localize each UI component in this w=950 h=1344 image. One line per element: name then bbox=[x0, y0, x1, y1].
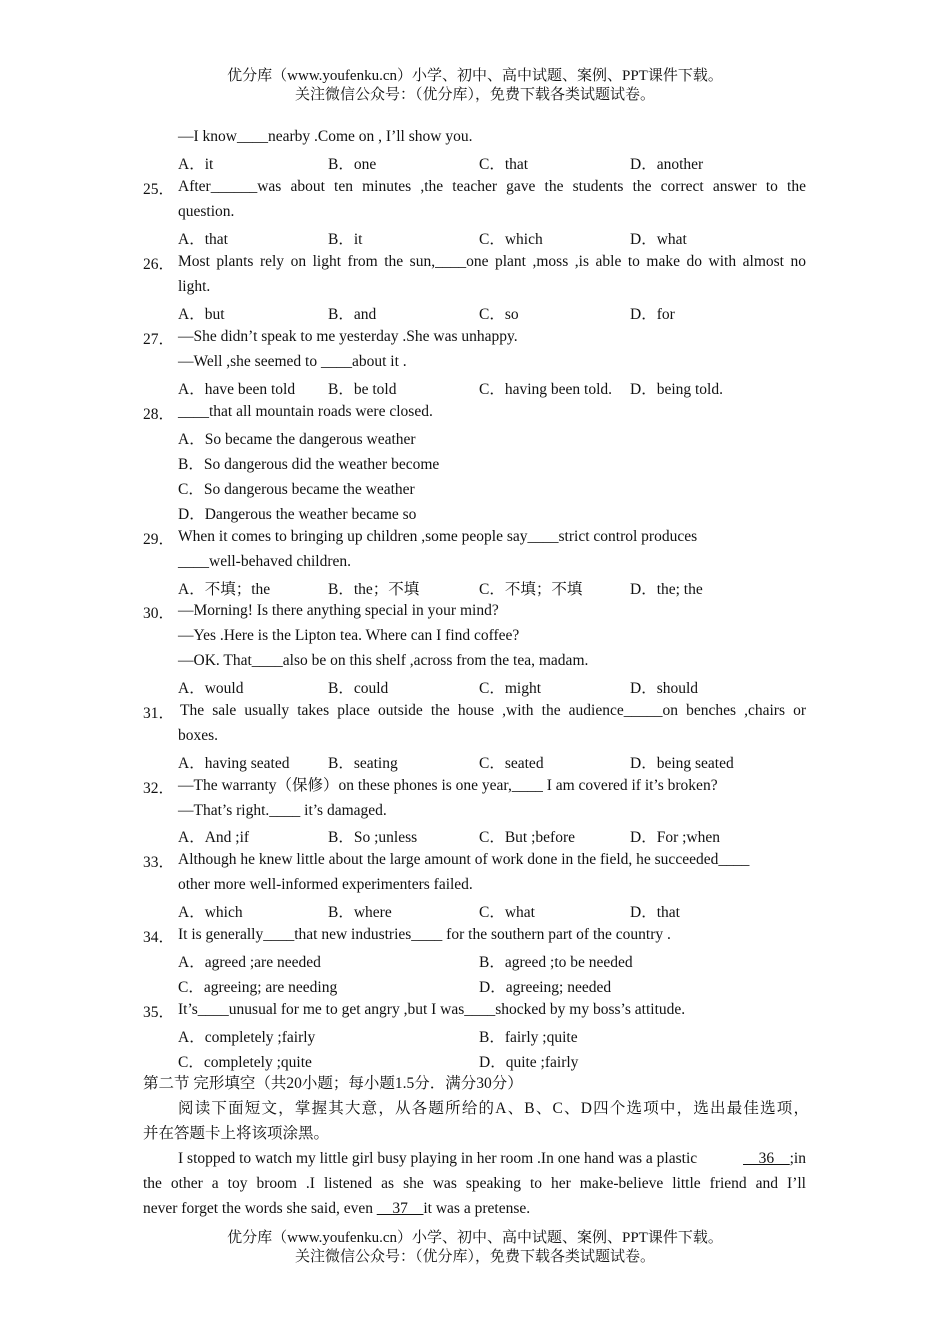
q30-option-d: D．should bbox=[630, 680, 699, 697]
q25-line1: After______was about ten minutes ,the teacher gave the students the correct answer to the bbox=[178, 178, 806, 195]
q32-number: 32． bbox=[143, 780, 175, 797]
q28-option-d: D．Dangerous the weather became so bbox=[178, 506, 417, 523]
q28-option-c: C．So dangerous became the weather bbox=[178, 481, 415, 498]
page-footer-line2: 关注微信公众号：（优分库），免费下载各类试题试卷。 bbox=[294, 1249, 655, 1265]
q24-option-c: C．that bbox=[479, 156, 529, 173]
q26-option-c: C．so bbox=[479, 306, 519, 323]
q29-option-b: B．the；不填 bbox=[328, 581, 420, 598]
q35-line1: It’s____unusual for me to get angry ,but I was____shocked by my boss’s attitude. bbox=[178, 1001, 686, 1018]
q29-line2: ____well-behaved children. bbox=[178, 553, 352, 570]
q33-number: 33． bbox=[143, 854, 175, 871]
q30-number: 30． bbox=[143, 605, 175, 622]
q33-option-a: A．which bbox=[178, 904, 243, 921]
q30-option-c: C．might bbox=[479, 680, 542, 697]
q29-option-c: C．不填；不填 bbox=[479, 581, 583, 598]
page-header-line2: 关注微信公众号：（优分库），免费下载各类试题试卷。 bbox=[294, 87, 655, 103]
q26-number: 26． bbox=[143, 256, 175, 273]
q35-option-b: B．fairly ;quite bbox=[479, 1029, 578, 1046]
q34-line1: It is generally____that new industries____ for the southern part of the country . bbox=[178, 926, 671, 943]
q26-option-a: A．but bbox=[178, 306, 225, 323]
q26-line2: light. bbox=[178, 278, 211, 295]
blank-37: __37__ bbox=[376, 1200, 424, 1217]
passage-line3-text: never forget the words she said, even bbox=[143, 1200, 373, 1217]
q26-option-b: B．and bbox=[328, 306, 377, 323]
q27-line1: —She didn’t speak to me yesterday .She was unhappy. bbox=[178, 328, 518, 345]
section2-instruction-line1: 阅读下面短文，掌握其大意，从各题所给的A、B、C、D四个选项中，选出最佳选项， bbox=[178, 1100, 809, 1117]
q30-option-a: A．would bbox=[178, 680, 244, 697]
q32-option-c: C．But ;before bbox=[479, 829, 575, 846]
q24-option-a: A．it bbox=[178, 156, 214, 173]
section2-title: 第二节 完形填空（共20小题；每小题1.5分．满分30分） bbox=[143, 1075, 523, 1092]
q26-line1: Most plants rely on light from the sun,____one plant ,moss ,is able to make do with almost no bbox=[178, 253, 806, 270]
q33-line2: other more well-informed experimenters failed. bbox=[178, 876, 473, 893]
passage-line3-end: it was a pretense. bbox=[423, 1200, 531, 1217]
q29-option-d: D．the; the bbox=[630, 581, 703, 598]
q25-line2: question. bbox=[178, 203, 235, 220]
q35-option-a: A．completely ;fairly bbox=[178, 1029, 316, 1046]
q34-option-a: A．agreed ;are needed bbox=[178, 954, 321, 971]
q29-number: 29． bbox=[143, 531, 175, 548]
q35-option-d: D．quite ;fairly bbox=[479, 1054, 579, 1071]
q24-option-b: B．one bbox=[328, 156, 377, 173]
q25-option-c: C．which bbox=[479, 231, 543, 248]
q28-option-a: A．So became the dangerous weather bbox=[178, 431, 416, 448]
blank-36: __36__ bbox=[743, 1150, 790, 1167]
q33-line1: Although he knew little about the large amount of work done in the field, he succeeded____ bbox=[178, 851, 750, 868]
q34-option-c: C．agreeing; are needing bbox=[178, 979, 338, 996]
q28-option-b: B．So dangerous did the weather become bbox=[178, 456, 440, 473]
q33-option-c: C．what bbox=[479, 904, 535, 921]
q31-option-d: D．being seated bbox=[630, 755, 734, 772]
passage-line1-text: I stopped to watch my little girl busy playing in her room .In one hand was a plastic bbox=[178, 1150, 698, 1167]
q34-option-b: B．agreed ;to be needed bbox=[479, 954, 633, 971]
q25-number: 25． bbox=[143, 181, 175, 198]
q31-option-a: A．having seated bbox=[178, 755, 290, 772]
q30-line1: —Morning! Is there anything special in your mind? bbox=[178, 602, 499, 619]
q33-option-d: D．that bbox=[630, 904, 680, 921]
q33-option-b: B．where bbox=[328, 904, 392, 921]
q28-line1: ____that all mountain roads were closed. bbox=[178, 403, 433, 420]
q32-option-b: B．So ;unless bbox=[328, 829, 418, 846]
q32-option-a: A．And ;if bbox=[178, 829, 250, 846]
q25-option-b: B．it bbox=[328, 231, 363, 248]
q27-option-a: A．have been told bbox=[178, 381, 296, 398]
q29-option-a: A．不填；the bbox=[178, 581, 271, 598]
q24-option-d: D．another bbox=[630, 156, 704, 173]
page-header-line1: 优分库（www.youfenku.cn）小学、初中、高中试题、案例、PPT课件下载。 bbox=[227, 68, 723, 84]
q32-line1: —The warranty（保修）on these phones is one year,____ I am covered if it’s broken? bbox=[178, 777, 718, 794]
q27-option-c: C．having been told. bbox=[479, 381, 613, 398]
q30-line2: —Yes .Here is the Lipton tea. Where can I find coffee? bbox=[178, 627, 520, 644]
q27-option-d: D．being told. bbox=[630, 381, 723, 398]
section2-instruction-line2: 并在答题卡上将该项涂黑。 bbox=[143, 1125, 330, 1142]
q32-line2: —That’s right.____ it’s damaged. bbox=[178, 802, 387, 819]
passage-line2: the other a toy broom .I listened as she was speaking to her make-believe little friend and I’ll bbox=[143, 1175, 806, 1192]
passage-line3 bbox=[143, 1199, 530, 1219]
q28-number: 28． bbox=[143, 406, 175, 423]
q27-option-b: B．be told bbox=[328, 381, 397, 398]
q24-line: —I know____nearby .Come on , I’ll show you. bbox=[178, 128, 473, 145]
q35-option-c: C．completely ;quite bbox=[178, 1054, 312, 1071]
q27-line2: —Well ,she seemed to ____about it . bbox=[178, 353, 407, 370]
q31-number: 31． bbox=[143, 705, 175, 722]
q31-option-b: B．seating bbox=[328, 755, 398, 772]
q30-option-b: B．could bbox=[328, 680, 389, 697]
q26-option-d: D．for bbox=[630, 306, 675, 323]
q31-line2: boxes. bbox=[178, 727, 219, 744]
page-footer-line1: 优分库（www.youfenku.cn）小学、初中、高中试题、案例、PPT课件下载。 bbox=[227, 1230, 723, 1246]
q31-option-c: C．seated bbox=[479, 755, 544, 772]
passage-line1 bbox=[178, 1149, 806, 1169]
q35-number: 35． bbox=[143, 1004, 175, 1021]
q31-line1: The sale usually takes place outside the house ,with the audience_____on benches ,chairs or bbox=[180, 702, 806, 719]
q32-option-d: D．For ;when bbox=[630, 829, 720, 846]
q25-option-d: D．what bbox=[630, 231, 687, 248]
q34-number: 34． bbox=[143, 929, 175, 946]
q30-line3: —OK. That____also be on this shelf ,across from the tea, madam. bbox=[178, 652, 589, 669]
q34-option-d: D．agreeing; needed bbox=[479, 979, 612, 996]
passage-line1-tail bbox=[743, 1149, 806, 1169]
q25-option-a: A．that bbox=[178, 231, 228, 248]
q29-line1: When it comes to bringing up children ,some people say____strict control produces bbox=[178, 528, 698, 545]
passage-line1-end: ;in bbox=[789, 1150, 806, 1167]
q27-number: 27． bbox=[143, 331, 175, 348]
